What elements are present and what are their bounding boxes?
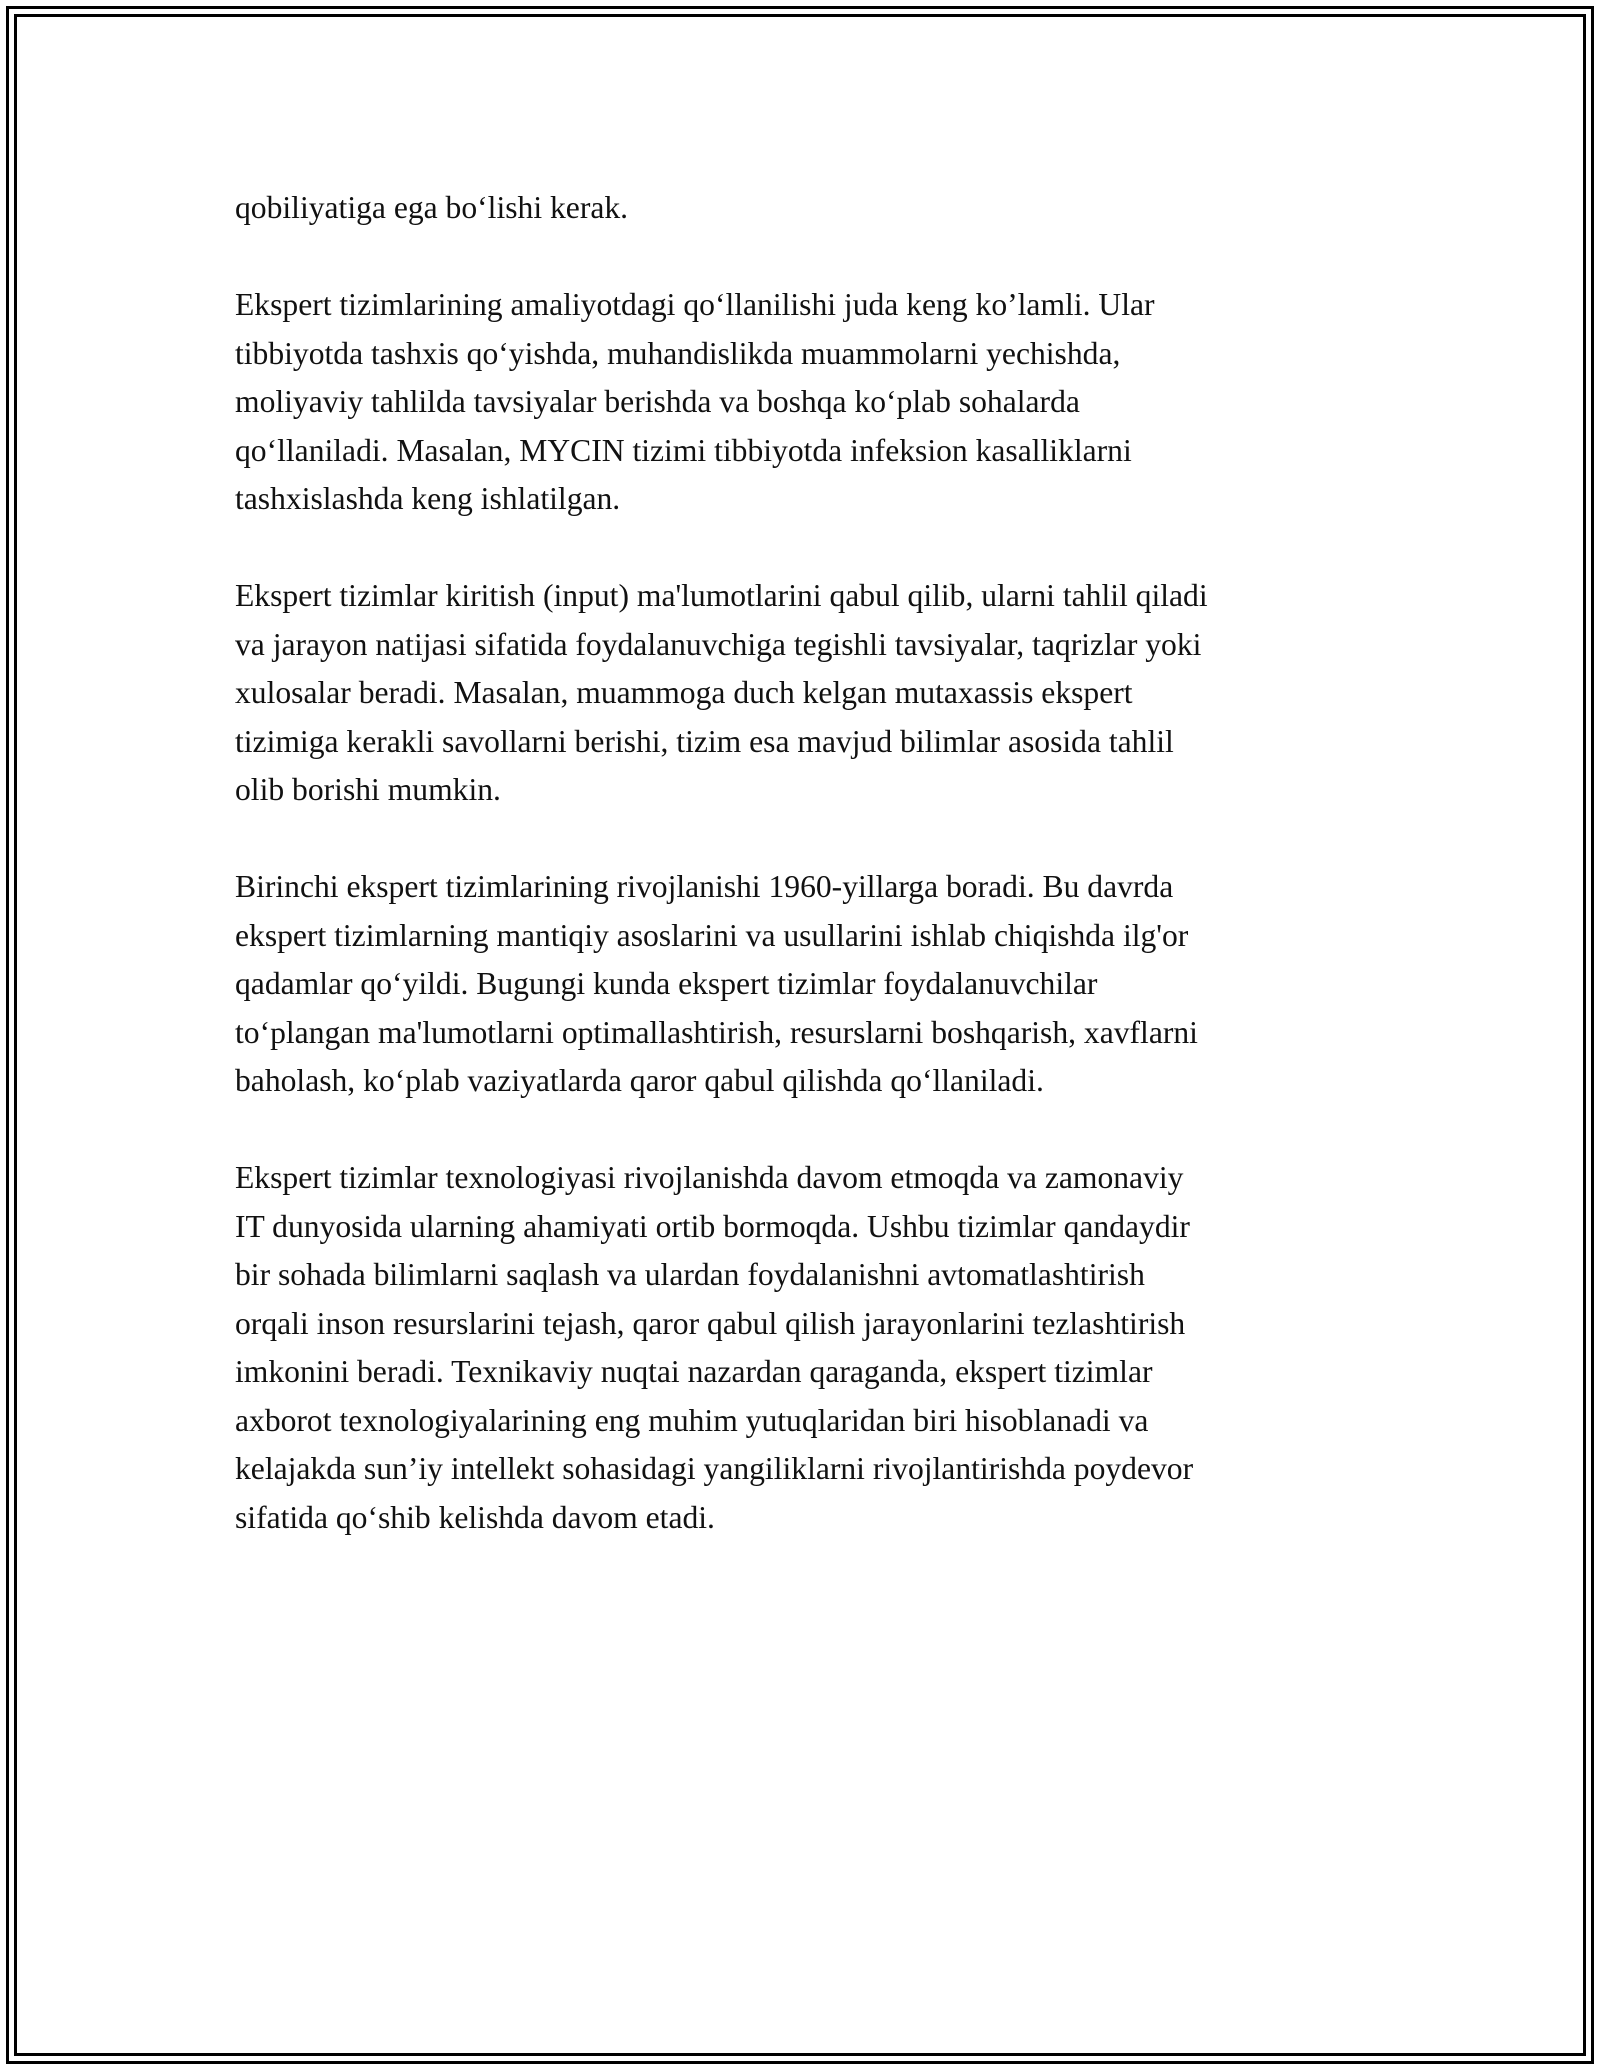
paragraph-input-output: Ekspert tizimlar kiritish (input) ma'lumotlarini qabul qilib, ularni tahlil qiladi va jarayon natijasi sifatida foydalanuvchiga tegishli tavsiyalar, taqrizlar yoki xulosalar beradi. Masalan, muammoga duch kelgan mutaxassis ekspert tizimiga kerakli savollarni berishi, tizim esa mavjud bilimlar asosida tahlil olib borishi mumkin. <box>235 578 1208 807</box>
paragraph-continuation: qobiliyatiga ega bo‘lishi kerak. <box>235 190 629 225</box>
document-body <box>235 184 1380 1591</box>
paragraph-history: Birinchi ekspert tizimlarining rivojlanishi 1960-yillarga boradi. Bu davrda ekspert tizimlarning mantiqiy asoslarini va usullarini ishlab chiqishda ilg'or qadamlar qo‘yildi. Bugungi kunda ekspert tizimlar foydalanuvchilar to‘plangan ma'lumotlarni optimallashtirish, resurslarni boshqarish, xavflarni baholash, ko‘plab vaziyatlarda qaror qabul qilishda qo‘llaniladi. <box>235 869 1198 1098</box>
paragraph-future: Ekspert tizimlar texnologiyasi rivojlanishda davom etmoqda va zamonaviy IT dunyosida ularning ahamiyati ortib bormoqda. Ushbu tizimlar qandaydir bir sohada bilimlarni saqlash va ulardan foydalanishni avtomatlashtirish orqali inson resurslarini tejash, qaror qabul qilish jarayonlarini tezlashtirish imkonini beradi. Texnikaviy nuqtai nazardan qaraganda, ekspert tizimlar axborot texnologiyalarining eng muhim yutuqlaridan biri hisoblanadi va kelajakda sun’iy intellekt sohasidagi yangiliklarni rivojlantirishda poydevor sifatida qo‘shib kelishda davom etadi. <box>235 1160 1194 1535</box>
paragraph-applications: Ekspert tizimlarining amaliyotdagi qo‘llanilishi juda keng ko’lamli. Ular tibbiyotda tashxis qo‘yishda, muhandislikda muammolarni yechishda, moliyaviy tahlilda tavsiyalar berishda va boshqa ko‘plab sohalarda qo‘llaniladi. Masalan, MYCIN tizimi tibbiyotda infeksion kasalliklarni tashxislashda keng ishlatilgan. <box>235 287 1155 516</box>
